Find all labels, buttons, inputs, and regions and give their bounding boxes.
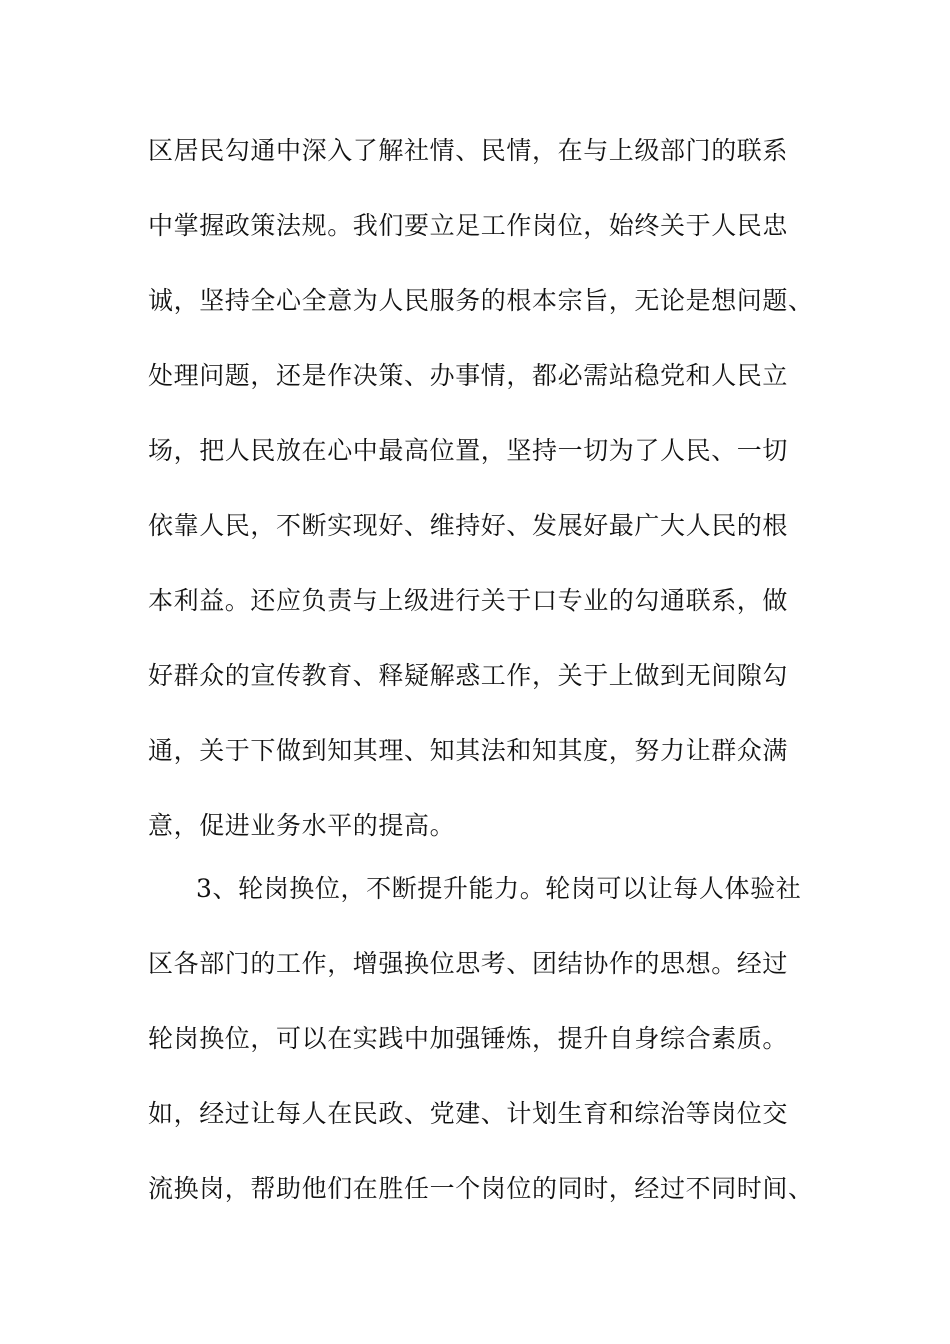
text-line: 中掌握政策法规。我们要立足工作岗位，始终关于人民忠: [148, 211, 789, 240]
text-line: 区居民勾通中深入了解社情、民情，在与上级部门的联系: [148, 136, 789, 165]
text-line: 场，把人民放在心中最高位置，坚持一切为了人民、一切: [148, 436, 789, 465]
paragraph-start-line: 3、轮岗换位，不断提升能力。轮岗可以让每人体验社: [196, 874, 802, 903]
text-line: 意，促进业务水平的提高。: [148, 811, 456, 840]
text-line: 处理问题，还是作决策、办事情，都必需站稳党和人民立: [148, 361, 789, 390]
text-line: 流换岗，帮助他们在胜任一个岗位的同时，经过不同时间、: [148, 1174, 814, 1203]
text-line: 通，关于下做到知其理、知其法和知其度，努力让群众满: [148, 736, 789, 765]
text-line: 好群众的宣传教育、释疑解惑工作，关于上做到无间隙勾: [148, 661, 789, 690]
text-line: 本利益。还应负责与上级进行关于口专业的勾通联系，做: [148, 586, 789, 615]
text-line: 如，经过让每人在民政、党建、计划生育和综治等岗位交: [148, 1099, 789, 1128]
text-line: 诚，坚持全心全意为人民服务的根本宗旨，无论是想问题、: [148, 286, 814, 315]
text-line: 轮岗换位，可以在实践中加强锤炼，提升自身综合素质。: [148, 1024, 789, 1053]
text-line: 区各部门的工作，增强换位思考、团结协作的思想。经过: [148, 949, 789, 978]
text-line: 依靠人民，不断实现好、维持好、发展好最广大人民的根: [148, 511, 789, 540]
